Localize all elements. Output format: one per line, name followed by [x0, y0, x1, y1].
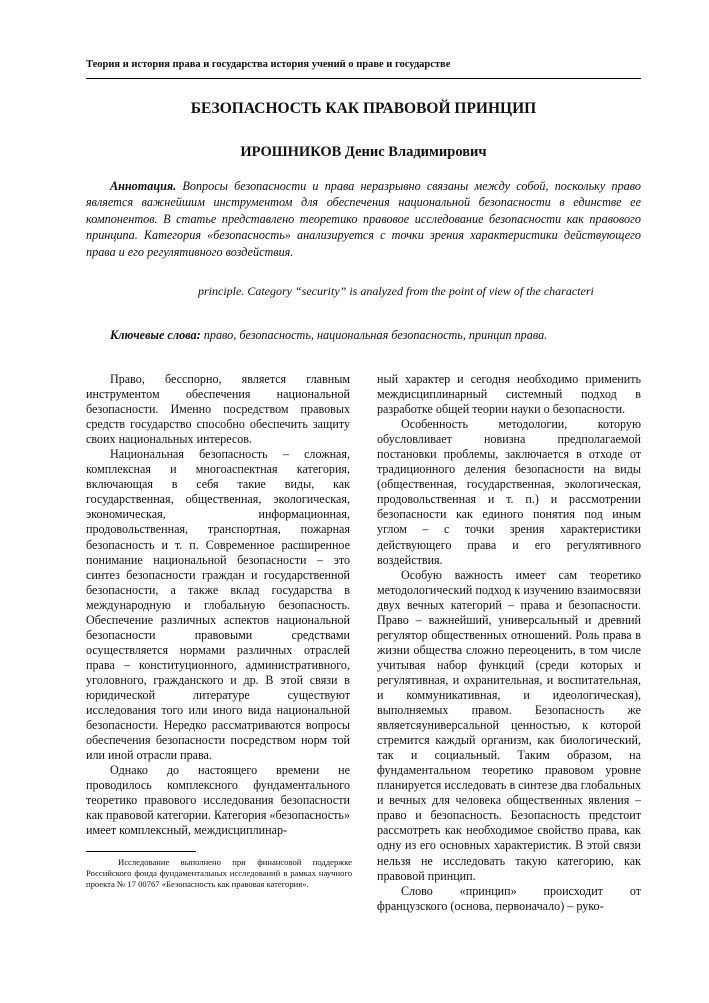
article-title: БЕЗОПАСНОСТЬ КАК ПРАВОВОЙ ПРИНЦИП [190, 100, 537, 117]
paragraph: Слово «принцип» происходит от французского (основа, первоначало) – руко- [377, 883, 641, 913]
paragraph: Особенность методологии, которую обусловливает новизна предполагаемой постановки проблемы, заключается в отходе от традиционного деления безопасности на виды (общественная, государственная, экологическая, продовольственная и т. п.) и рассмотрении безопасности как единого понятия под иным углом – с точки зрения характеристики действующего права и его регулятивного воздействия. [377, 417, 641, 567]
body-column-right [377, 372, 641, 914]
annotation-label: Аннотация. [110, 179, 177, 193]
footnote-divider [86, 851, 196, 852]
footnote: Исследование выполнено при финансовой поддержке Российского фонда фундаментальных исследований в рамках научного проекта № 17 00767 «Безопасность как правовая категория». [86, 857, 352, 889]
header-divider [86, 78, 641, 79]
keywords [110, 328, 547, 343]
paragraph: Особую важность имеет сам теоретико методологический подход к изучению взаимосвязи двух вечных категорий – права и безопасности. Право – важнейший, универсальный и древний регулятор общественных отношений. Роль права в жизни общества сложно переоценить, в том числе учитывая набор функций (среди которых и регулятивная, и охранительная, и воспитательная, и коммуникативная, и идеологическая), выполняемых правом. Безопасность же являетсяуниверсальной ценностью, к которой стремится каждый организм, как биологический, так и социальный. Таким образом, на фундаментальном теоретико правовом уровне планируется исследовать в синтезе два глобальных и вечных для человека общественных явления – право и безопасность. Безопасность предстоит рассмотреть как необходимое свойство права, как одну из его основных характеристик. В этой связи нельзя не исследовать такую категорию, как правовой принцип. [377, 567, 641, 883]
paragraph: Национальная безопасность – сложная, комплексная и многоаспектная категория, включающая в себя такие виды, как государственная, общественная, экологическая, экономическая, информационная, продовольственная, транспортная, пожарная безопасность и т. п. Современное расширенное понимание национальной безопасности – это синтез безопасности граждан и государственной безопасности, а также вклад государства в международную и глобальную безопасность. Обеспечение различных аспектов национальной безопасности правовыми средствами осуществляется нормами различных отраслей права – конституционного, административного, уголовного, гражданского и др. В этой связи в юридической литературе существуют исследования того или иного вида национальной безопасности. Нередко рассматриваются вопросы обеспечения безопасности посредством норм той или иной отрасли права. [86, 447, 350, 763]
article-author: ИРОШНИКОВ Денис Владимирович [240, 144, 487, 160]
annotation-text: Вопросы безопасности и права неразрывно связаны между собой, поскольку право является важнейшим инструментом для обеспечения национальной безопасности в единстве ее компонентов. В статье представлено теоретико правовое исследование безопасности как правового принципа. Категория «безопасность» анализируется с точки зрения характеристики действующего права и его регулятивного воздействия. [86, 179, 641, 259]
running-header: Теория и история права и государства история учений о праве и государстве [86, 59, 451, 70]
paragraph: Однако до настоящего времени не проводилось комплексного фундаментального теоретико правового исследования безопасности как правовой категории. Категория «безопасность» имеет комплексный, междисциплинар- [86, 763, 350, 838]
annotation [86, 178, 641, 260]
body-column-left [86, 372, 350, 838]
keywords-label: Ключевые слова: [110, 328, 201, 342]
paragraph-continuation: ный характер и сегодня необходимо применить междисциплинарный системный подход в разработке общей теории науки о безопасности. [377, 372, 641, 417]
english-abstract-fragment: principle. Category “security” is analyzed from the point of view of the characteri [198, 284, 594, 298]
keywords-text: право, безопасность, национальная безопасность, принцип права. [200, 328, 548, 342]
paragraph: Право, бесспорно, является главным инструментом обеспечения национальной безопасности. Именно посредством правовых средств государство способно обеспечить защиту своих национальных интересов. [86, 372, 350, 447]
